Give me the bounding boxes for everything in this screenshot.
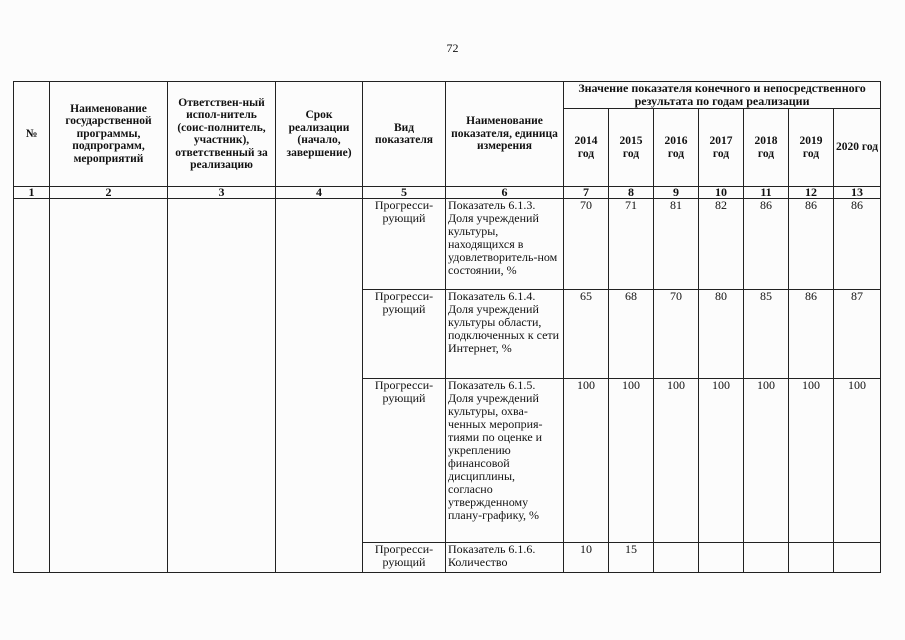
indicator-value	[789, 543, 834, 573]
indicator-value: 100	[609, 379, 654, 543]
column-number: 8	[609, 187, 654, 199]
header-values-group: Значение показателя конечного и непосредственного результата по годам реализации	[564, 82, 881, 109]
column-number: 3	[168, 187, 276, 199]
indicator-value: 86	[834, 199, 881, 290]
indicator-value: 80	[699, 290, 744, 379]
column-number: 12	[789, 187, 834, 199]
indicator-kind: Прогресси-рующий	[363, 543, 446, 573]
cell-number-empty	[14, 199, 50, 573]
header-term: Срок реализации (начало, завершение)	[276, 82, 363, 187]
indicator-value: 10	[564, 543, 609, 573]
indicator-value: 100	[744, 379, 789, 543]
indicator-name: Показатель 6.1.5. Доля учреждений культуры, охва-ченных мероприя-тиями по оценке и укреплению финансовой дисциплины, согласно утвержденному плану-графику, %	[446, 379, 564, 543]
column-number: 11	[744, 187, 789, 199]
indicator-name: Показатель 6.1.4. Доля учреждений культуры области, подключенных к сети Интернет, %	[446, 290, 564, 379]
indicators-table	[13, 81, 881, 573]
column-number: 7	[564, 187, 609, 199]
indicator-value: 85	[744, 290, 789, 379]
header-year: 2016 год	[654, 109, 699, 187]
header-year: 2020 год	[834, 109, 881, 187]
header-year: 2017 год	[699, 109, 744, 187]
indicator-value: 15	[609, 543, 654, 573]
header-responsible: Ответствен-ный испол-нитель (соис-полнитель, участник), ответственный за реализацию	[168, 82, 276, 187]
indicator-kind: Прогресси-рующий	[363, 379, 446, 543]
indicator-value: 100	[834, 379, 881, 543]
indicator-value	[744, 543, 789, 573]
indicator-value: 82	[699, 199, 744, 290]
indicator-value	[654, 543, 699, 573]
column-number: 1	[14, 187, 50, 199]
header-indicator: Наименование показателя, единица измерения	[446, 82, 564, 187]
column-number-row	[14, 187, 881, 199]
indicator-kind: Прогресси-рующий	[363, 290, 446, 379]
header-year: 2015 год	[609, 109, 654, 187]
indicator-value	[699, 543, 744, 573]
indicator-kind: Прогресси-рующий	[363, 199, 446, 290]
indicator-value: 100	[564, 379, 609, 543]
indicator-value: 68	[609, 290, 654, 379]
indicator-value: 86	[789, 199, 834, 290]
cell-program-empty	[50, 199, 168, 573]
header-number: №	[14, 82, 50, 187]
indicator-value: 100	[789, 379, 834, 543]
header-year: 2019 год	[789, 109, 834, 187]
header-year: 2018 год	[744, 109, 789, 187]
header-program: Наименование государственной программы, подпрограмм, мероприятий	[50, 82, 168, 187]
indicator-value	[834, 543, 881, 573]
cell-responsible-empty	[168, 199, 276, 573]
indicator-value: 100	[699, 379, 744, 543]
column-number: 4	[276, 187, 363, 199]
header-year: 2014 год	[564, 109, 609, 187]
indicator-value: 70	[564, 199, 609, 290]
indicator-value: 100	[654, 379, 699, 543]
indicator-value: 81	[654, 199, 699, 290]
indicator-value: 86	[744, 199, 789, 290]
indicator-value: 65	[564, 290, 609, 379]
header-kind: Вид показателя	[363, 82, 446, 187]
column-number: 9	[654, 187, 699, 199]
indicator-name: Показатель 6.1.6. Количество	[446, 543, 564, 573]
cell-term-empty	[276, 199, 363, 573]
column-number: 5	[363, 187, 446, 199]
indicator-value: 70	[654, 290, 699, 379]
column-number: 6	[446, 187, 564, 199]
indicator-value: 87	[834, 290, 881, 379]
table-row	[14, 199, 881, 290]
column-number: 2	[50, 187, 168, 199]
indicator-value: 71	[609, 199, 654, 290]
indicator-value: 86	[789, 290, 834, 379]
indicator-name: Показатель 6.1.3. Доля учреждений культуры, находящихся в удовлетворитель-ном состоянии, %	[446, 199, 564, 290]
page-number: 72	[446, 41, 459, 55]
column-number: 10	[699, 187, 744, 199]
column-number: 13	[834, 187, 881, 199]
